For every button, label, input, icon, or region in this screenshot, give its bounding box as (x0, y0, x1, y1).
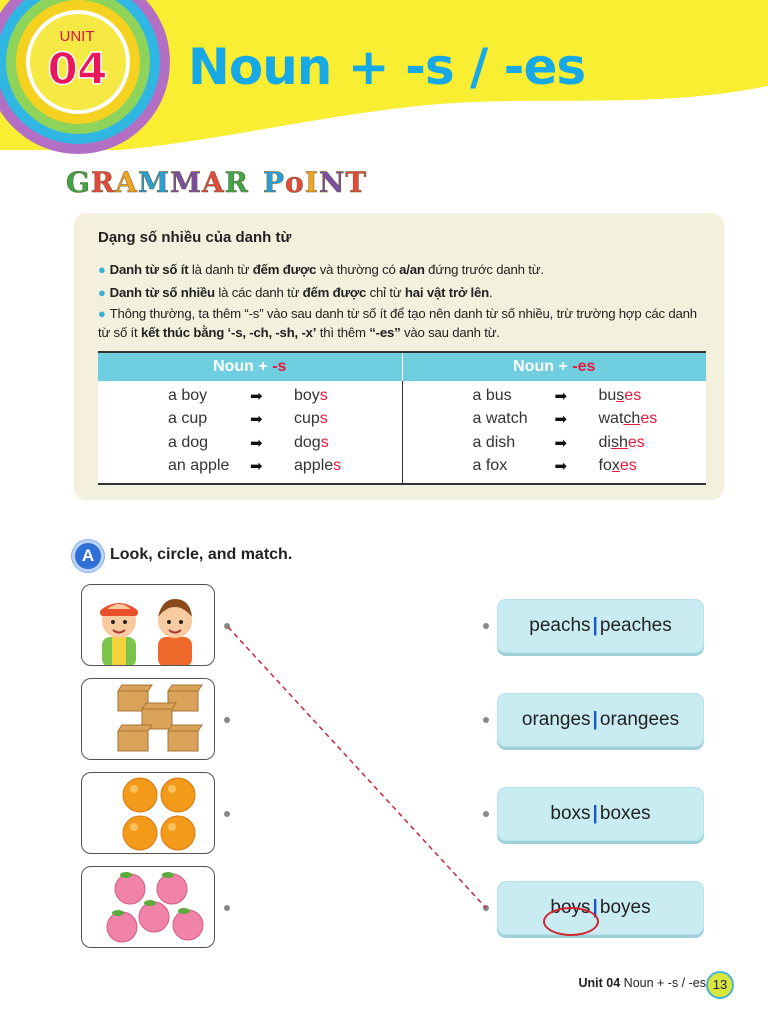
heading-letter: R (90, 166, 116, 199)
match-dot-right[interactable] (483, 717, 489, 723)
choice-word[interactable]: boxes (599, 803, 651, 824)
page-title: Noun + -s / -es (188, 38, 586, 96)
table-header-es (403, 353, 707, 381)
table-row (98, 385, 402, 408)
grammar-box-title: Dạng số nhiều của danh từ (98, 229, 292, 246)
heading-letter: P (262, 166, 286, 199)
table-column-s (98, 381, 403, 483)
plural-noun (294, 457, 341, 475)
footer-unit: Unit 04 (578, 976, 621, 990)
choice-word[interactable]: peaches (599, 615, 672, 636)
singular-noun: a watch (472, 410, 528, 428)
plural-ending: es (619, 456, 637, 474)
circled-word[interactable]: boys (550, 897, 591, 918)
bullet-icon: ● (98, 306, 106, 321)
arrow-right-icon: ➡ (554, 388, 568, 405)
unit-label: UNIT (59, 28, 95, 45)
arrow-right-icon: ➡ (250, 434, 263, 452)
plural-underlined: x (611, 456, 620, 474)
grammar-point-heading (66, 166, 367, 202)
singular-noun: a boy (168, 387, 208, 404)
arrow-right-icon: ➡ (554, 411, 568, 429)
plural-underlined: s (616, 387, 625, 404)
rule-text: là danh từ (188, 262, 253, 277)
heading-letter: A (115, 166, 138, 199)
rule-text: a/an (399, 262, 425, 277)
singular-noun: a bus (472, 387, 512, 404)
plural-noun (294, 410, 328, 428)
rule-text: vào sau danh từ. (400, 325, 500, 340)
singular-noun: a dish (472, 433, 516, 451)
choice-peaches[interactable] (497, 599, 704, 653)
match-dot-left[interactable] (224, 717, 230, 723)
header-suffix: -es (572, 358, 596, 375)
peaches-picture[interactable] (81, 866, 215, 948)
plural-ending: es (640, 410, 658, 428)
rule-plural (98, 283, 492, 302)
unit-number: 04 (47, 44, 107, 95)
choice-word[interactable]: boyes (599, 897, 651, 918)
singular-noun: a cup (168, 410, 208, 428)
heading-letter: G (66, 166, 91, 199)
choice-separator: | (592, 803, 598, 824)
match-dot-right[interactable] (483, 905, 489, 911)
exercise-instruction: Look, circle, and match. (110, 546, 293, 563)
two-boys-picture[interactable] (81, 584, 215, 666)
rule-text: đếm được (252, 262, 317, 277)
rule-text: đứng trước danh từ. (424, 262, 544, 277)
plural-underlined: sh (610, 433, 628, 451)
header-text: Noun + (213, 358, 273, 375)
plural-noun (294, 434, 329, 452)
table-header-row (98, 351, 706, 381)
match-dot-right[interactable] (483, 811, 489, 817)
plural-ending: s (333, 456, 342, 474)
plural-stem: dog (294, 433, 321, 451)
choice-word[interactable]: boxs (550, 803, 591, 824)
table-row (98, 432, 402, 455)
rule-text: hai vật trở lên (404, 285, 489, 300)
boxes-picture[interactable] (81, 678, 215, 760)
plural-noun (599, 457, 637, 475)
plural-ending: es (624, 387, 642, 404)
rule-text: Danh từ số nhiều (109, 285, 215, 300)
rule-singular (98, 260, 544, 279)
choice-separator: | (592, 615, 598, 636)
singular-noun: a fox (472, 456, 508, 474)
choice-boxes[interactable] (497, 787, 704, 841)
heading-letter: M (169, 166, 202, 199)
singular-noun: an apple (168, 456, 230, 474)
rule-es-ending (98, 304, 710, 342)
heading-letter: A (201, 166, 225, 199)
page-number: 13 (706, 971, 734, 999)
heading-letter: o (285, 166, 305, 199)
rule-text: . (488, 285, 493, 300)
rule-text: “-es” (369, 325, 401, 340)
plural-stem: wat (598, 410, 624, 428)
match-dot-left[interactable] (224, 811, 230, 817)
rule-text: từ số ít (98, 325, 141, 340)
match-dot-right[interactable] (483, 623, 489, 629)
singular-noun: a dog (168, 433, 209, 451)
choice-boys[interactable] (497, 881, 704, 935)
choice-separator: | (592, 709, 598, 730)
table-row (98, 455, 402, 478)
plural-noun (599, 410, 658, 428)
choice-word[interactable]: peachs (529, 615, 591, 636)
unit-header (0, 0, 768, 160)
plural-underlined: ch (623, 410, 641, 428)
table-row (403, 455, 707, 478)
choice-separator: | (592, 897, 598, 918)
table-row (98, 408, 402, 431)
choice-oranges[interactable] (497, 693, 704, 747)
bullet-icon: ● (98, 262, 106, 277)
table-row (403, 408, 707, 431)
heading-letter: T (345, 166, 368, 199)
plural-ending: s (320, 433, 329, 451)
choice-word[interactable]: oranges (521, 709, 591, 730)
page-footer (579, 976, 707, 990)
heading-letter: N (318, 166, 346, 199)
oranges-picture[interactable] (81, 772, 215, 854)
plural-stem: cup (294, 410, 320, 428)
table-body (98, 381, 706, 485)
plural-stem: apple (294, 456, 334, 474)
table-column-es (403, 381, 707, 483)
rule-text: đếm được (302, 285, 367, 300)
arrow-right-icon: ➡ (554, 457, 568, 475)
heading-letter: R (224, 166, 249, 199)
plural-stem: boy (294, 387, 320, 404)
plural-noun (599, 387, 642, 405)
header-suffix: -s (272, 358, 287, 375)
heading-letter: I (304, 166, 319, 199)
rule-text: kết thúc bằng ‘-s, -ch, -sh, -x’ (140, 325, 317, 340)
rule-text: là các danh từ (214, 285, 303, 300)
plural-stem: di (598, 433, 611, 451)
choice-word[interactable]: orangees (599, 709, 680, 730)
choice-word[interactable] (550, 897, 590, 918)
table-row (403, 385, 707, 408)
rule-text: thì thêm (316, 325, 370, 340)
plural-noun (599, 434, 645, 452)
plural-stem: bu (598, 387, 617, 404)
footer-topic: Noun + -s / -es (620, 976, 706, 990)
rule-text: và thường có (316, 262, 400, 277)
rule-text: chỉ từ (366, 285, 405, 300)
noun-plural-table (98, 351, 706, 485)
rule-text: Danh từ số ít (109, 262, 189, 277)
plural-ending: s (319, 410, 328, 428)
table-header-s (98, 353, 403, 381)
plural-ending: s (319, 387, 328, 404)
arrow-right-icon: ➡ (250, 388, 263, 405)
heading-letter: M (137, 166, 170, 199)
match-dot-left[interactable] (224, 905, 230, 911)
arrow-right-icon: ➡ (250, 457, 263, 475)
exercise-badge: A (72, 540, 104, 572)
table-row (403, 432, 707, 455)
arrow-right-icon: ➡ (554, 434, 568, 452)
arrow-right-icon: ➡ (250, 411, 263, 429)
rule-text: Thông thường, ta thêm “-s” vào sau danh từ số ít để tạo nên danh từ số nhiều, trừ trường hợp các danh (109, 306, 697, 321)
bullet-icon: ● (98, 285, 106, 300)
plural-noun (294, 387, 328, 405)
plural-stem: fo (598, 456, 612, 474)
grammar-box (74, 213, 724, 500)
plural-ending: es (627, 433, 645, 451)
header-text: Noun + (513, 358, 573, 375)
match-dot-left[interactable] (224, 623, 230, 629)
answer-circle (543, 907, 599, 936)
